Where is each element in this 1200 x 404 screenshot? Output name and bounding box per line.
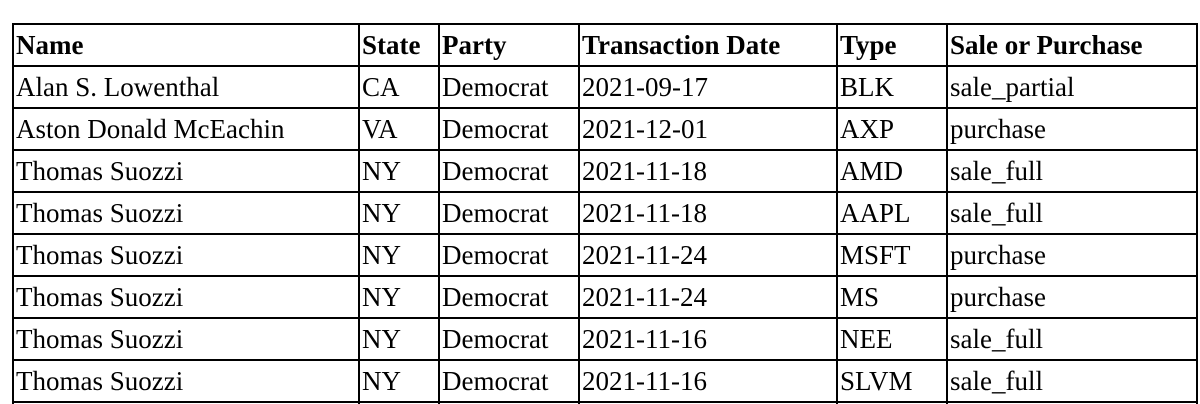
cell-type: MSFT — [837, 234, 947, 276]
cell-state: NY — [359, 360, 439, 402]
cell-name: Thomas Suozzi — [13, 234, 359, 276]
cell-type: MS — [837, 276, 947, 318]
cell-transaction-date: 2021-11-18 — [579, 192, 837, 234]
cell-sale-or-purchase: sale_full — [947, 150, 1197, 192]
cell-transaction-date: 2021-11-16 — [579, 360, 837, 402]
cell-transaction-date: 2021-09-17 — [579, 66, 837, 108]
cell-party: Democrat — [439, 150, 579, 192]
table-row — [13, 234, 1197, 276]
cell-sale-or-purchase: purchase — [947, 234, 1197, 276]
cell-type: AMD — [837, 150, 947, 192]
column-header-name: Name — [13, 24, 359, 66]
transactions-table — [12, 23, 1198, 404]
cell-type: BLK — [837, 66, 947, 108]
cell-transaction-date: 2021-11-24 — [579, 234, 837, 276]
cell-party: Democrat — [439, 234, 579, 276]
cell-party: Democrat — [439, 66, 579, 108]
cell-transaction-date: 2021-12-01 — [579, 108, 837, 150]
cell-party: Democrat — [439, 360, 579, 402]
table-row — [13, 66, 1197, 108]
cell-state: NY — [359, 150, 439, 192]
table-row — [13, 108, 1197, 150]
cell-party: Democrat — [439, 276, 579, 318]
table-row — [13, 318, 1197, 360]
cell-state: NY — [359, 318, 439, 360]
cell-sale-or-purchase: sale_full — [947, 360, 1197, 402]
table-row — [13, 150, 1197, 192]
cell-state: NY — [359, 234, 439, 276]
cell-state: NY — [359, 276, 439, 318]
table-row — [13, 360, 1197, 402]
table-body — [13, 66, 1197, 404]
cell-transaction-date: 2021-11-16 — [579, 318, 837, 360]
table-header-row — [13, 24, 1197, 66]
cell-sale-or-purchase: purchase — [947, 276, 1197, 318]
column-header-party: Party — [439, 24, 579, 66]
column-header-sale-or-purchase: Sale or Purchase — [947, 24, 1197, 66]
cell-party: Democrat — [439, 108, 579, 150]
column-header-type: Type — [837, 24, 947, 66]
column-header-state: State — [359, 24, 439, 66]
cell-state: VA — [359, 108, 439, 150]
table-row — [13, 192, 1197, 234]
cell-name: Thomas Suozzi — [13, 276, 359, 318]
column-header-transaction-date: Transaction Date — [579, 24, 837, 66]
cell-name: Thomas Suozzi — [13, 192, 359, 234]
cell-type: SLVM — [837, 360, 947, 402]
cell-name: Aston Donald McEachin — [13, 108, 359, 150]
cell-sale-or-purchase: sale_partial — [947, 66, 1197, 108]
cell-transaction-date: 2021-11-24 — [579, 276, 837, 318]
cell-name: Thomas Suozzi — [13, 318, 359, 360]
cell-party: Democrat — [439, 318, 579, 360]
cell-type: AXP — [837, 108, 947, 150]
cell-type: AAPL — [837, 192, 947, 234]
cell-name: Alan S. Lowenthal — [13, 66, 359, 108]
cell-name: Thomas Suozzi — [13, 360, 359, 402]
cell-name: Thomas Suozzi — [13, 150, 359, 192]
cell-transaction-date: 2021-11-18 — [579, 150, 837, 192]
transactions-table-container — [12, 23, 1198, 404]
cell-sale-or-purchase: purchase — [947, 108, 1197, 150]
cell-party: Democrat — [439, 192, 579, 234]
cell-sale-or-purchase: sale_full — [947, 192, 1197, 234]
cell-sale-or-purchase: sale_full — [947, 318, 1197, 360]
cell-state: CA — [359, 66, 439, 108]
table-row — [13, 276, 1197, 318]
cell-type: NEE — [837, 318, 947, 360]
cell-state: NY — [359, 192, 439, 234]
